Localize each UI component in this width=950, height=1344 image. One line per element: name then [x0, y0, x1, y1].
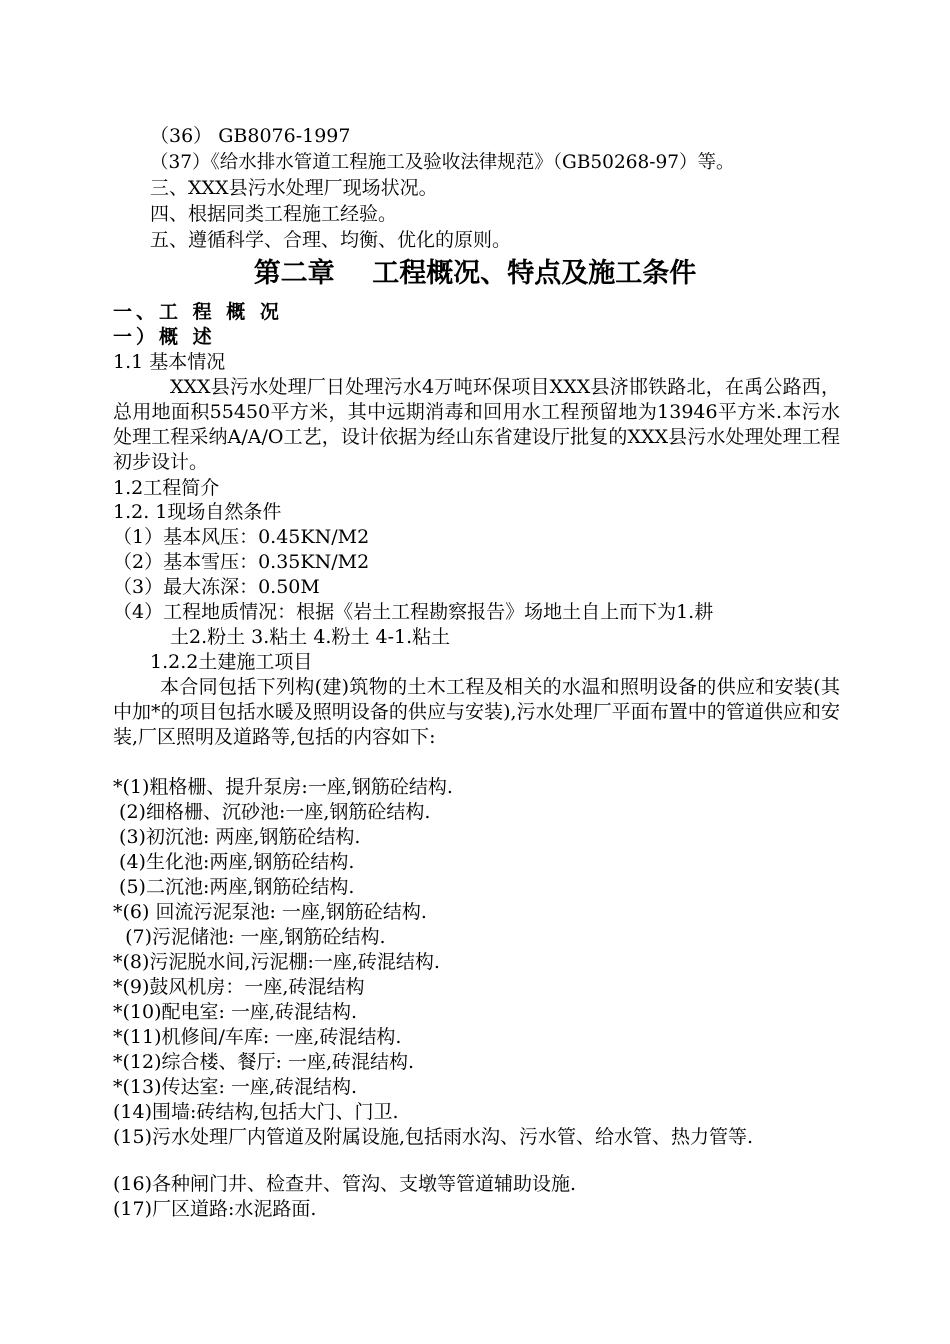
- reference-36: （36） GB8076-1997: [150, 125, 351, 147]
- list-item: *(8)污泥脱水间,污泥棚:一座,砖混结构.: [113, 951, 440, 973]
- list-item: *(12)综合楼、餐厅: 一座,砖混结构.: [113, 1051, 415, 1073]
- reference-37: （37）《给水排水管道工程施工及验收法律规范》（GB50268-97）等。: [150, 152, 735, 173]
- list-item: (7)污泥储池: 一座,钢筋砼结构.: [113, 926, 386, 948]
- basis-item-3: 三、XXX县污水处理厂现场状况。: [150, 177, 438, 199]
- condition-frost: （3）最大冻深：0.50M: [113, 576, 320, 598]
- list-item: *(10)配电室: 一座,砖混结构.: [113, 1001, 358, 1023]
- basis-item-5: 五、遵循科学、合理、均衡、优化的原则。: [150, 229, 512, 251]
- list-item-17: (17)厂区道路:水泥路面.: [113, 1198, 317, 1220]
- list-item: (4)生化池:两座,钢筋砼结构.: [113, 851, 355, 873]
- list-item: (3)初沉池: 两座,钢筋砼结构.: [113, 826, 361, 848]
- heading-1-1: 1.1 基本情况: [113, 351, 226, 373]
- list-item: (2)细格栅、沉砂池:一座,钢筋砼结构.: [113, 801, 431, 823]
- list-item: (14)围墙:砖结构,包括大门、门卫.: [113, 1101, 399, 1123]
- list-item: *(9)鼓风机房：一座,砖混结构: [113, 976, 365, 998]
- scope-paragraph: 本合同包括下列构(建)筑物的土木工程及相关的水温和照明设备的供应和安装(其中加*的项目包括水暖及照明设备的供应与安装),污水处理厂平面布置中的管道供应和安装,厂区照明及道路等,包括的内容如下:: [113, 676, 840, 748]
- condition-geology-line2: 土2.粉土 3.粘土 4.粉土 4-1.粘土: [170, 626, 451, 648]
- list-item: (5)二沉池:两座,钢筋砼结构.: [113, 876, 355, 898]
- condition-geology-line1: （4）工程地质情况：根据《岩土工程勘察报告》场地土自上而下为1.耕: [113, 601, 714, 623]
- list-item-16: (16)各种闸门井、检查井、管沟、支墩等管道辅助设施.: [113, 1173, 577, 1195]
- list-item: *(6) 回流污泥泵池: 一座,钢筋砼结构.: [113, 901, 427, 923]
- heading-1-2-2: 1.2.2土建施工项目: [150, 651, 313, 673]
- basic-info-paragraph: XXX县污水处理厂日处理污水4万吨环保项目XXX县济邯铁路北，在禹公路西，总用地面积55450平方米，其中远期消毒和回用水工程预留地为13946平方米.本污水处理工程采纳A/A/O工艺，设计依据为经山东省建设厅批复的XXX县污水处理处理工程初步设计。: [113, 376, 840, 473]
- heading-1-2: 1.2工程简介: [113, 477, 220, 499]
- list-item-15: (15)污水处理厂内管道及附属设施,包括雨水沟、污水管、给水管、热力管等.: [113, 1126, 754, 1148]
- chapter-title: 第二章 工程概况、特点及施工条件: [253, 258, 697, 289]
- basis-item-4: 四、根据同类工程施工经验。: [150, 203, 398, 225]
- section-heading: 一、工 程 概 况: [113, 301, 283, 323]
- list-item: *(11)机修间/车库: 一座,砖混结构.: [113, 1026, 402, 1048]
- condition-snow: （2）基本雪压：0.35KN/M2: [113, 551, 370, 573]
- list-item: *(1)粗格栅、提升泵房:一座,钢筋砼结构.: [113, 776, 453, 798]
- heading-1-2-1: 1.2. 1现场自然条件: [113, 501, 282, 523]
- subsection-heading: 一）概 述: [113, 326, 216, 348]
- condition-wind: （1）基本风压：0.45KN/M2: [113, 526, 370, 548]
- list-item: *(13)传达室: 一座,砖混结构.: [113, 1076, 358, 1098]
